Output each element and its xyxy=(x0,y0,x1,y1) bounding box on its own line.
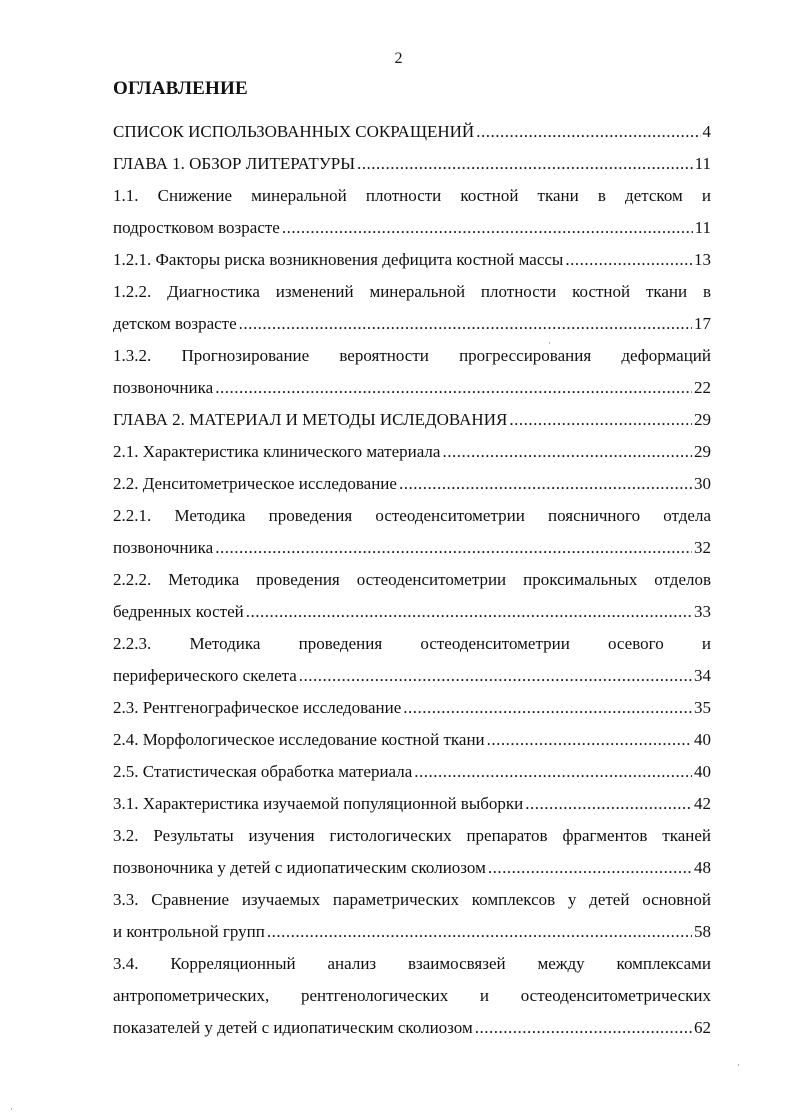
toc-entry-text: и контрольной групп xyxy=(113,922,265,941)
toc-entry-text: 2.2.2. Методика проведения остеоденситометрии проксимальных отделов xyxy=(113,570,711,589)
toc-entry-text: 1.1. Снижение минеральной плотности костной ткани в детском и xyxy=(113,186,711,205)
toc-entry-line xyxy=(113,660,711,692)
toc-entry-text: позвоночника у детей с идиопатическим сколиозом xyxy=(113,858,486,877)
toc-entry-line xyxy=(113,948,711,980)
toc-entry-text: периферического скелета xyxy=(113,666,297,685)
dot-leader xyxy=(403,692,692,724)
dot-leader xyxy=(476,116,700,148)
toc-entry-line xyxy=(113,820,711,852)
scan-speck: · xyxy=(737,1060,740,1070)
toc-entry-text: позвоночника xyxy=(113,378,214,397)
toc-entry-text: бедренных костей xyxy=(113,602,244,621)
dot-leader xyxy=(442,436,692,468)
toc-page-number: 33 xyxy=(694,602,711,621)
toc-entry-line xyxy=(113,180,711,212)
dot-leader xyxy=(487,724,692,756)
toc-entry-text: 2.2. Денситометрическое исследование xyxy=(113,474,397,493)
toc-entry-text: 2.2.3. Методика проведения остеоденситометрии осевого и xyxy=(113,634,711,653)
toc-entry-text: 2.2.1. Методика проведения остеоденситометрии поясничного отдела xyxy=(113,506,711,525)
toc-entry-text: 3.3. Сравнение изучаемых параметрических комплексов у детей основной xyxy=(113,890,711,909)
scan-speck: · xyxy=(10,1104,13,1114)
toc-entry-text: 2.3. Рентгенографическое исследование xyxy=(113,698,402,717)
toc-entry-line xyxy=(113,116,711,148)
dot-leader xyxy=(565,244,692,276)
toc-entry-line xyxy=(113,980,711,1012)
toc-entry-line xyxy=(113,788,711,820)
dot-leader xyxy=(239,308,692,340)
toc-page-number: 32 xyxy=(694,538,711,557)
toc-entry-line xyxy=(113,852,711,884)
toc-entry-line xyxy=(113,884,711,916)
toc-page-number: 4 xyxy=(702,122,711,141)
toc-page-number: 35 xyxy=(694,698,711,717)
toc-page-number: 11 xyxy=(694,218,711,237)
toc-entry-line xyxy=(113,692,711,724)
toc-entry-text: 3.2. Результаты изучения гистологических препаратов фрагментов тканей xyxy=(113,826,711,845)
dot-leader xyxy=(509,404,692,436)
toc-entry-line xyxy=(113,404,711,436)
scan-speck: · xyxy=(548,338,551,348)
dot-leader xyxy=(399,468,692,500)
toc-entry-text: СПИСОК ИСПОЛЬЗОВАННЫХ СОКРАЩЕНИЙ xyxy=(113,122,475,141)
toc-entry-line xyxy=(113,340,711,372)
toc-entry-text: 1.3.2. Прогнозирование вероятности прогрессирования деформаций xyxy=(113,346,711,365)
toc-entry-line xyxy=(113,308,711,340)
toc-entry-line xyxy=(113,212,711,244)
toc-entry-text: 1.2.1. Факторы риска возникновения дефицита костной массы xyxy=(113,250,564,269)
toc-entry-text: подростковом возрасте xyxy=(113,218,280,237)
toc-heading: ОГЛАВЛЕНИЕ xyxy=(113,78,248,99)
toc-page-number: 11 xyxy=(694,154,711,173)
toc-page-number: 58 xyxy=(694,922,711,941)
toc-page-number: 30 xyxy=(694,474,711,493)
toc-entry-text: 3.4. Корреляционный анализ взаимосвязей между комплексами xyxy=(113,954,711,973)
toc-page-number: 40 xyxy=(694,730,711,749)
toc-entry-line xyxy=(113,244,711,276)
dot-leader xyxy=(215,532,692,564)
toc-entry-line xyxy=(113,916,711,948)
dot-leader xyxy=(267,916,692,948)
toc-page-number: 48 xyxy=(694,858,711,877)
toc-entry-line xyxy=(113,628,711,660)
toc-page-number: 40 xyxy=(694,762,711,781)
dot-leader xyxy=(299,660,692,692)
dot-leader xyxy=(357,148,693,180)
toc-page-number: 22 xyxy=(694,378,711,397)
toc-entry-line xyxy=(113,532,711,564)
toc-entry-text: ГЛАВА 1. ОБЗОР ЛИТЕРАТУРЫ xyxy=(113,154,356,173)
toc-entry-text: 2.4. Морфологическое исследование костной ткани xyxy=(113,730,485,749)
toc-entry-text: позвоночника xyxy=(113,538,214,557)
toc-entry-line xyxy=(113,724,711,756)
toc-entry-line xyxy=(113,148,711,180)
toc-entry-text: антропометрических, рентгенологических и остеоденситометрических xyxy=(113,986,711,1005)
dot-leader xyxy=(525,788,692,820)
page-number: 2 xyxy=(394,50,403,67)
toc-entry-line xyxy=(113,756,711,788)
table-of-contents xyxy=(113,116,711,1044)
toc-entry-line xyxy=(113,436,711,468)
toc-entry-line xyxy=(113,276,711,308)
dot-leader xyxy=(488,852,692,884)
dot-leader xyxy=(414,756,692,788)
toc-page-number: 29 xyxy=(694,410,711,429)
toc-entry-text: 2.5. Статистическая обработка материала xyxy=(113,762,413,781)
toc-entry-text: детском возрасте xyxy=(113,314,237,333)
toc-page-number: 34 xyxy=(694,666,711,685)
toc-page-number: 13 xyxy=(694,250,711,269)
dot-leader xyxy=(475,1012,692,1044)
toc-entry-text: 1.2.2. Диагностика изменений минеральной плотности костной ткани в xyxy=(113,282,711,301)
toc-page-number: 62 xyxy=(694,1018,711,1037)
toc-entry-line xyxy=(113,1012,711,1044)
toc-entry-line xyxy=(113,372,711,404)
toc-entry-text: ГЛАВА 2. МАТЕРИАЛ И МЕТОДЫ ИСЛЕДОВАНИЯ xyxy=(113,410,508,429)
toc-entry-line xyxy=(113,468,711,500)
dot-leader xyxy=(215,372,692,404)
toc-entry-text: показателей у детей с идиопатическим сколиозом xyxy=(113,1018,473,1037)
dot-leader xyxy=(246,596,692,628)
dot-leader xyxy=(282,212,693,244)
toc-entry-line xyxy=(113,596,711,628)
toc-page-number: 42 xyxy=(694,794,711,813)
toc-entry-line xyxy=(113,564,711,596)
toc-page-number: 17 xyxy=(694,314,711,333)
toc-entry-text: 3.1. Характеристика изучаемой популяционной выборки xyxy=(113,794,524,813)
toc-entry-text: 2.1. Характеристика клинического материала xyxy=(113,442,441,461)
toc-page-number: 29 xyxy=(694,442,711,461)
toc-entry-line xyxy=(113,500,711,532)
